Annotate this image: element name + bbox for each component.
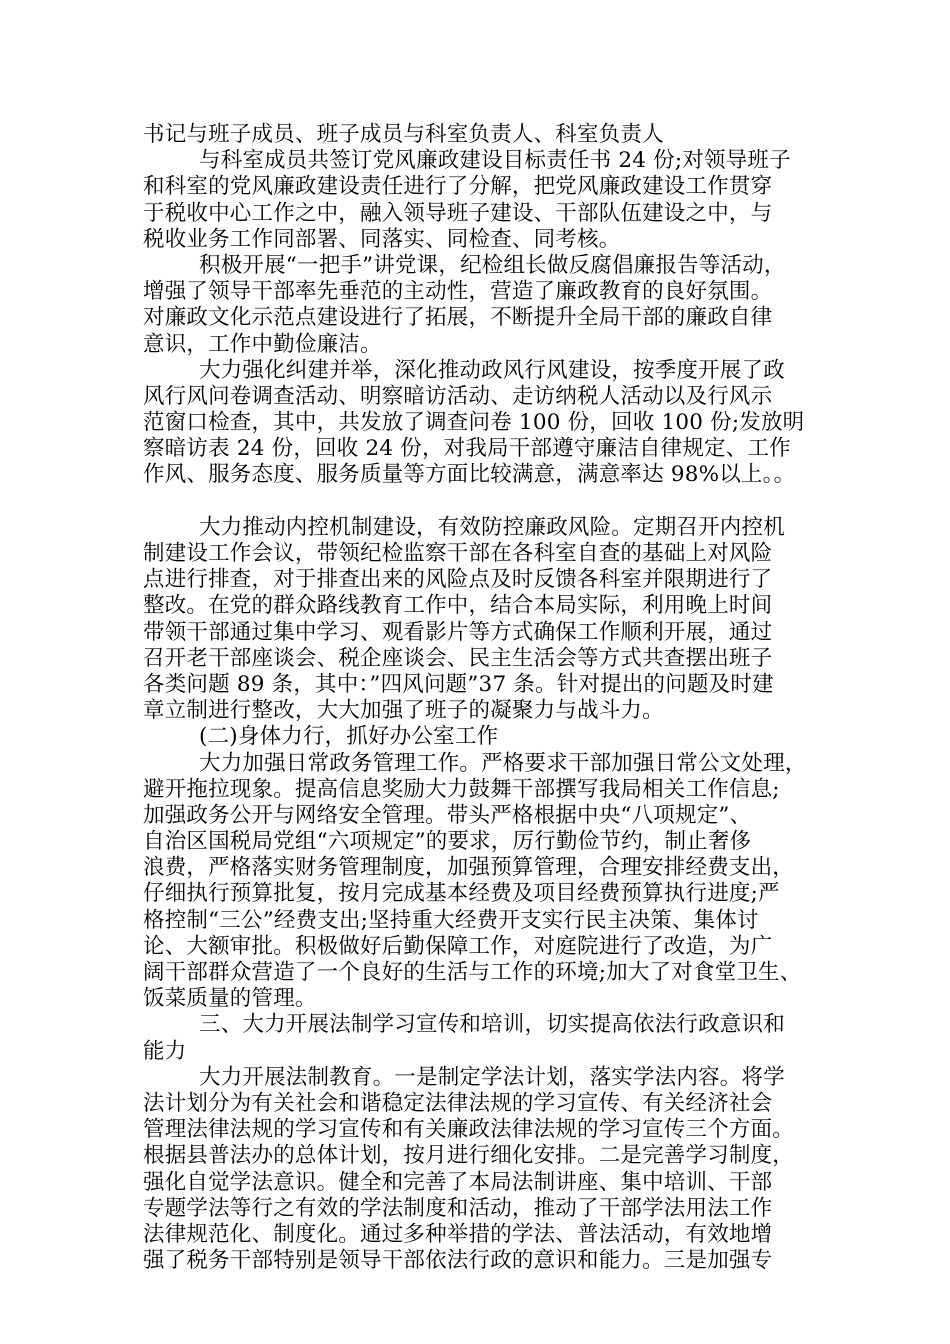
text-line: 加强政务公开与网络安全管理。带头严格根据中央“八项规定”、 (143, 802, 752, 828)
section-heading: (二)身体力行，抓好办公室工作 (199, 724, 499, 750)
text-line: 于税收中心工作之中，融入领导班子建设、干部队伍建设之中，与 (143, 200, 773, 226)
text-line: 税收业务工作同部署、同落实、同检查、同考核。 (143, 226, 621, 252)
text-line: 书记与班子成员、班子成员与科室负责人、科室负责人 (143, 122, 664, 147)
paragraph-start: 与科室成员共签订党风廉政建设目标责任书 24 份;对领导班子 (199, 148, 791, 174)
text-line: 整改。在党的群众路线教育工作中，结合本局实际，利用晚上时间 (143, 593, 773, 619)
text-line: 意识，工作中勤俭廉洁。 (143, 331, 382, 357)
document-body (143, 122, 823, 1274)
text-line: 增强了领导干部率先垂范的主动性，营造了廉政教育的良好氛围。 (143, 279, 773, 305)
text-line: 专题学法等行之有效的学法制度和活动，推动了干部学法用法工作 (143, 1195, 773, 1221)
text-line: 根据县普法办的总体计划，按月进行细化安排。二是完善学习制度， (143, 1143, 795, 1169)
paragraph-start: 大力开展法制教育。一是制定学法计划，落实学法内容。将学 (199, 1064, 785, 1090)
text-line: 管理法律法规的学习宣传和有关廉政法律法规的学习宣传三个方面。 (143, 1117, 795, 1143)
text-line: 风行风问卷调查活动、明察暗访活动、走访纳税人活动以及行风示 (143, 383, 773, 409)
paragraph-start: 大力加强日常政务管理工作。严格要求干部加强日常公文处理， (199, 750, 807, 776)
text-line: 阔干部群众营造了一个良好的生活与工作的环境;加大了对食堂卫生、 (143, 960, 802, 985)
text-line: 范窗口检查，其中，共发放了调查问卷 100 份，回收 100 份;发放明 (143, 410, 805, 436)
text-line: 对廉政文化示范点建设进行了拓展，不断提升全局干部的廉政自律 (143, 305, 773, 331)
text-line: 察暗访表 24 份，回收 24 份，对我局干部遵守廉洁自律规定、工作 (143, 436, 791, 462)
text-line: 召开老干部座谈会、税企座谈会、民主生活会等方式共查摆出班子 (143, 645, 773, 671)
text-line: 点进行排查，对于排查出来的风险点及时反馈各科室并限期进行了 (143, 567, 773, 593)
text-line: 各类问题 89 条，其中：”四风问题”37 条。针对提出的问题及时建 (143, 671, 774, 697)
text-line: 浪费，严格落实财务管理制度，加强预算管理，合理安排经费支出， (143, 855, 795, 881)
paragraph-start: 大力强化纠建并举，深化推动政风行风建设，按季度开展了政 (199, 357, 785, 383)
text-line: 仔细执行预算批复，按月完成基本经费及项目经费预算执行进度;严 (143, 881, 780, 907)
text-line: 饭菜质量的管理。 (143, 986, 317, 1012)
section-heading-continued: 能力 (143, 1038, 187, 1064)
section-heading: 三、大力开展法制学习宣传和培训，切实提高依法行政意识和 (199, 1012, 785, 1038)
paragraph-start: 积极开展“一把手”讲党课，纪检组长做反腐倡廉报告等活动， (199, 252, 786, 278)
text-line: 避开拖拉现象。提高信息奖励大力鼓舞干部撰写我局相关工作信息; (143, 776, 780, 802)
text-line: 强了税务干部特别是领导干部依法行政的意识和能力。三是加强专 (143, 1248, 773, 1274)
text-line: 带领干部通过集中学习、观看影片等方式确保工作顺利开展，通过 (143, 619, 773, 645)
text-line: 和科室的党风廉政建设责任进行了分解，把党风廉政建设工作贯穿 (143, 174, 773, 200)
blank-line (143, 489, 823, 515)
text-line: 自治区国税局党组“六项规定”的要求，厉行勤俭节约，制止奢侈 (143, 829, 752, 855)
paragraph-start: 大力推动内控机制建设，有效防控廉政风险。定期召开内控机 (199, 514, 785, 540)
text-line: 论、大额审批。积极做好后勤保障工作，对庭院进行了改造，为广 (143, 933, 773, 959)
text-line: 法律规范化、制度化。通过多种举措的学法、普法活动，有效地增 (143, 1221, 773, 1247)
text-line: 格控制“三公”经费支出;坚持重大经费开支实行民主决策、集体讨 (143, 907, 759, 933)
text-line: 章立制进行整改，大大加强了班子的凝聚力与战斗力。 (143, 698, 664, 724)
text-line: 作风、服务态度、服务质量等方面比较满意，满意率达 98%以上。。 (143, 462, 796, 488)
text-line: 强化自觉学法意识。健全和完善了本局法制讲座、集中培训、干部 (143, 1169, 773, 1195)
text-line: 制建设工作会议，带领纪检监察干部在各科室自查的基础上对风险 (143, 541, 773, 566)
text-line: 法计划分为有关社会和谐稳定法律法规的学习宣传、有关经济社会 (143, 1090, 773, 1116)
